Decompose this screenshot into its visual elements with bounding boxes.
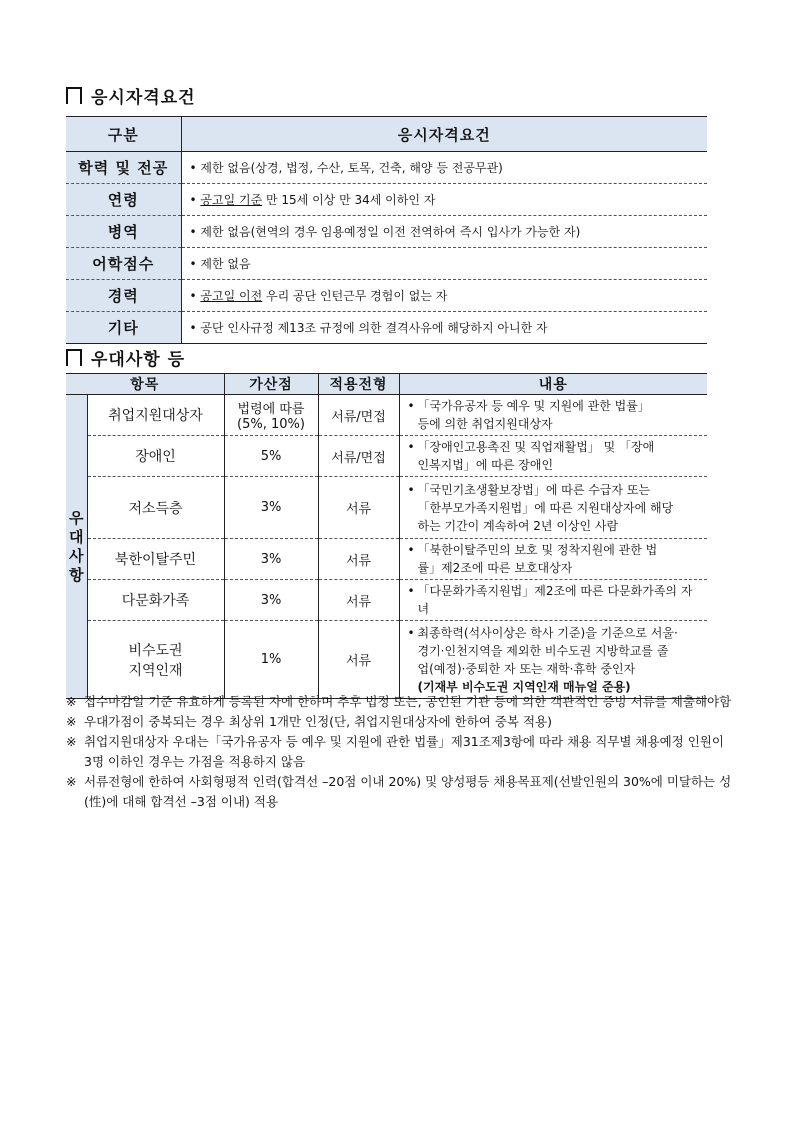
content-line [408,559,702,577]
item-line: 저소득층 [128,500,183,517]
content-line [408,397,702,415]
stage: 서류 [318,539,399,580]
table-row [66,184,707,216]
note-item [66,712,734,732]
column-header: 항목 [66,374,224,395]
value-text: 제한 없음 [200,257,251,271]
column-header: 구분 [66,117,181,152]
item-name [87,539,224,580]
bullet: • [407,482,415,497]
item-line: 비수도권 [128,642,183,659]
content-line [408,642,702,660]
content-text: 「국가유공자 등 예우 및 지원에 관한 법률」 [417,399,650,413]
bullet: • [189,193,201,207]
item-name [87,395,224,436]
item-name [87,621,224,699]
table-row [66,436,707,477]
qualifications-table [66,116,707,344]
note-mark: ※ [66,774,77,789]
row-label: 어학점수 [66,248,181,280]
bullet [408,415,418,433]
note-text: 서류전형에 한하여 사회형평적 인력(합격선 –20점 이내 20%) 및 양성평등 채용목표제(선발인원의 30%에 미달하는 성(性)에 대해 합격선 –3점 이내) 적용 [84,774,732,809]
content [399,395,707,436]
item-name [87,580,224,621]
content [399,436,707,477]
content-text: 인복지법」에 따른 장애인 [417,458,554,472]
column-header: 응시자격요건 [181,117,707,152]
points [224,580,318,621]
points-line: (5%, 10%) [237,417,305,432]
note-mark: ※ [66,694,77,709]
row-label: 경력 [66,280,181,312]
row-label: 연령 [66,184,181,216]
bullet: • [407,584,415,598]
table-row [66,248,707,280]
content-line [408,481,702,499]
content-text: 등에 의한 취업지원대상자 [417,417,553,431]
side-label [66,395,87,699]
stage: 서류/면접 [318,395,399,436]
value-text: 만 15세 이상 만 34세 이하인 자 [262,193,436,207]
section-title: 우대사항 등 [91,350,186,370]
content-line [408,600,702,618]
row-value [181,184,707,216]
table-row [66,477,707,539]
content [399,580,707,621]
bullet: • [189,321,201,335]
square-bracket-icon [66,87,82,104]
value-text: 제한 없음(현역의 경우 임용예정일 이전 전역하여 즉시 입사가 가능한 자) [200,225,581,239]
bullet: • [407,543,415,557]
item-name [87,477,224,539]
underlined-text: 공고일 기준 [200,193,263,207]
item-line: 북한이탈주민 [114,552,197,568]
content-text: 업(예정)·중퇴한 자 또는 재학·휴학 중인자 [417,661,636,676]
stage: 서류 [318,477,399,539]
content-text: 하는 기간이 계속하여 2년 이상인 사람 [417,518,619,533]
bullet [408,499,418,517]
content [399,477,707,539]
table-row [66,580,707,621]
points-line: 1% [260,652,282,667]
content-line [408,660,702,678]
item-line: 지역인재 [128,662,183,679]
table-row [66,152,707,184]
content-line [408,624,702,642]
points [224,477,318,539]
note-item [66,772,734,812]
section-title: 응시자격요건 [91,88,196,108]
value-text: 우리 공단 인턴근무 경험이 없는 자 [262,289,448,303]
bullet: • [189,289,201,303]
content-text: 률」제2조에 따른 보호대상자 [417,561,573,575]
row-value [181,312,707,344]
bullet [408,600,418,618]
content-text: 「장애인고용촉진 및 직업재활법」 및 「장애 [417,440,655,454]
content-note: (기재부 비수도권 지역인재 매뉴얼 준용) [417,679,631,694]
bullet: • [189,225,201,239]
side-char: 항 [69,565,84,584]
note-item [66,692,734,712]
note-text: 취업지원대상자 우대는「국가유공자 등 예우 및 지원에 관한 법률」제31조제3항에 따라 채용 직무별 채용예정 인원이 3명 이하인 경우는 가점을 적용하지 않음 [84,734,724,769]
column-header: 적용전형 [318,374,399,395]
underlined-text: 공고일 이전 [200,289,263,303]
content-text: 「다문화가족지원법」제2조에 따른 다문화가족의 자 [417,584,693,598]
note-mark: ※ [66,734,77,749]
row-value [181,216,707,248]
value-text: 공단 인사규정 제13조 규정에 의한 결격사유에 해당하지 아니한 자 [200,321,548,335]
content-text: 녀 [417,602,430,616]
content-text: 최종학력(석사이상은 학사 기준)을 기준으로 서울· [417,625,678,640]
table-row [66,395,707,436]
points [224,436,318,477]
content-line [408,517,702,535]
content-line [408,541,702,559]
item-name [87,436,224,477]
column-header: 가산점 [224,374,318,395]
section-heading-qualifications [66,83,196,108]
bullet: • [407,399,415,413]
row-value [181,152,707,184]
bullet: • [407,625,415,640]
content-text: 「국민기초생활보장법」에 따른 수급자 또는 [417,482,651,497]
points-line: 3% [260,551,282,567]
notes-list [66,692,734,812]
bullet [408,559,418,577]
note-mark: ※ [66,714,77,729]
stage: 서류 [318,621,399,699]
square-bracket-icon [66,349,82,366]
bullet: • [189,257,201,271]
content-text: 「한부모가족지원법」에 따른 지원대상자에 해당 [417,500,674,515]
points-line: 3% [260,592,282,608]
bullet [408,660,418,678]
value-text: 제한 없음(상경, 법정, 수산, 토목, 건축, 해양 등 전공무관) [200,161,503,175]
item-line: 취업지원대상자 [108,408,203,424]
section-heading-preferences [66,345,185,370]
content-line [408,438,702,456]
stage: 서류/면접 [318,436,399,477]
column-header: 내용 [399,374,707,395]
item-line: 다문화가족 [121,593,190,609]
content-text: 「북한이탈주민의 보호 및 정착지원에 관한 법 [417,543,658,557]
points [224,395,318,436]
row-label: 학력 및 전공 [66,152,181,184]
row-label: 병역 [66,216,181,248]
bullet [408,456,418,474]
content-text: 경기·인천지역을 제외한 비수도권 지방학교를 졸 [417,643,669,658]
row-label: 기타 [66,312,181,344]
content-line [408,456,702,474]
bullet: • [189,161,201,175]
table-row [66,216,707,248]
note-text: 접수마감일 기준 유효하게 등록된 자에 한하며 추후 법정 또는, 공인된 기관 등에 의한 객관적인 증빙 서류를 제출해야함 [84,694,732,709]
points [224,539,318,580]
bullet [408,517,418,535]
side-char: 대 [69,527,84,546]
table-row [66,280,707,312]
points-line: 법령에 따름 [237,402,305,417]
bullet [408,642,418,660]
content-line [408,415,702,433]
table-row [66,539,707,580]
content-line [408,582,702,600]
row-value [181,280,707,312]
side-char: 우 [69,508,84,527]
content-line [408,499,702,517]
content [399,539,707,580]
points [224,621,318,699]
points-line: 3% [260,500,282,515]
table-row [66,621,707,699]
table-row [66,312,707,344]
bullet: • [407,440,415,454]
row-value [181,248,707,280]
note-item [66,732,734,772]
item-line: 장애인 [135,449,176,465]
side-char: 사 [69,546,84,565]
note-text: 우대가점이 중복되는 경우 최상위 1개만 인정(단, 취업지원대상자에 한하여 중복 적용) [84,714,552,729]
points-line: 5% [260,448,282,464]
content [399,621,707,699]
stage: 서류 [318,580,399,621]
preferences-table [66,373,707,699]
